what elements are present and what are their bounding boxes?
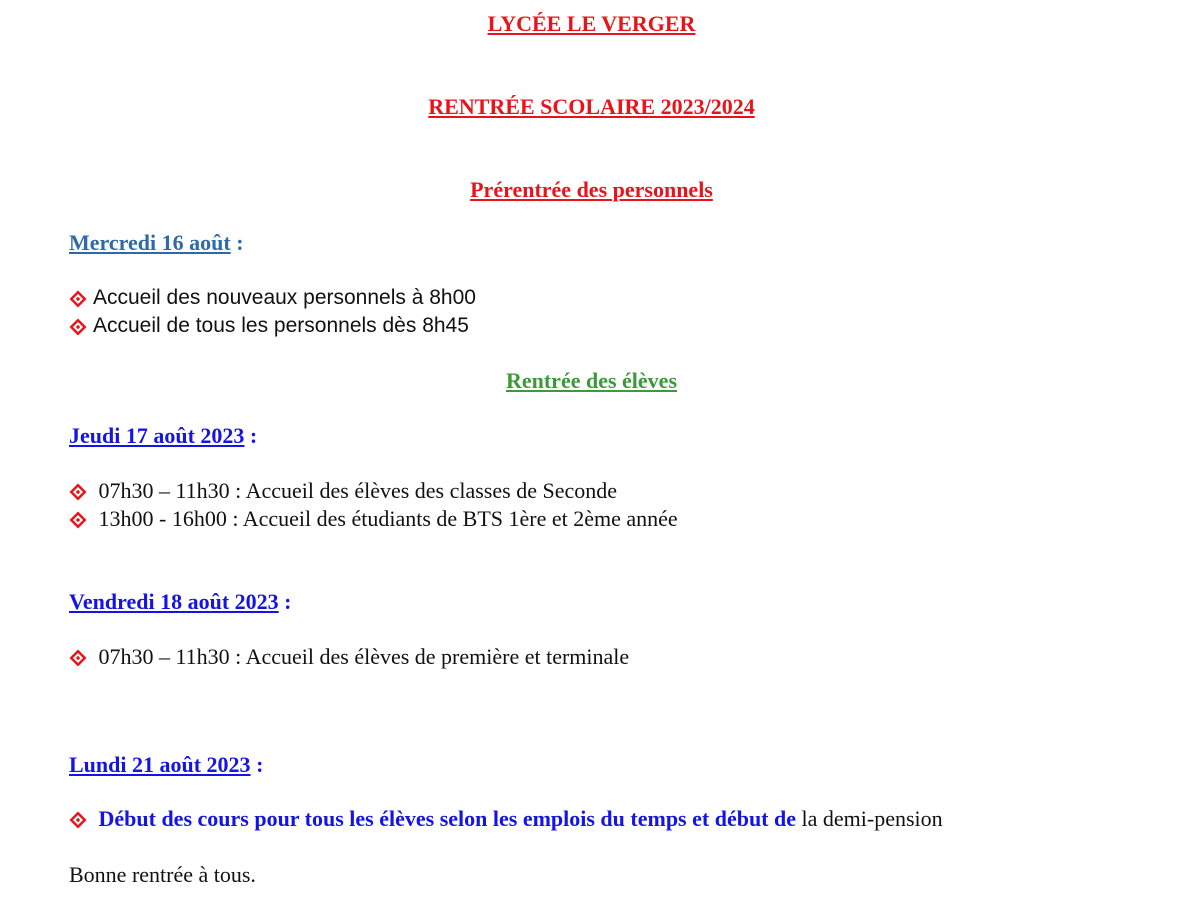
staff-item-text: Accueil des nouveaux personnels à 8h00 [93, 286, 476, 309]
school-name: LYCÉE LE VERGER [487, 11, 696, 36]
diamond-bullet-icon [69, 505, 93, 533]
schedule-item-text: 07h30 – 11h30 : Accueil des élèves des classes de Seconde [93, 478, 617, 503]
diamond-bullet-icon [69, 643, 93, 671]
staff-day-heading [69, 229, 244, 257]
day-label: Vendredi 18 août 2023 [69, 589, 279, 614]
list-item [69, 805, 943, 833]
staff-section-title: Prérentrée des personnels [470, 177, 713, 202]
schedule-item-text: 07h30 – 11h30 : Accueil des élèves de première et terminale [93, 644, 630, 669]
day-suffix: : [244, 423, 258, 448]
day-heading-jeudi [69, 422, 257, 450]
list-item [69, 312, 469, 340]
day-heading-lundi [69, 751, 263, 779]
diamond-bullet-icon [69, 284, 93, 312]
day-label: Lundi 21 août 2023 [69, 752, 251, 777]
highlight-text: Début des cours pour tous les élèves selon les emplois du temps et début de [93, 806, 797, 831]
day-suffix: : [278, 589, 292, 614]
staff-day-label: Mercredi 16 août [69, 230, 231, 255]
day-label: Jeudi 17 août 2023 [69, 423, 245, 448]
closing-text: Bonne rentrée à tous. [69, 862, 256, 887]
schedule-item-text: 13h00 - 16h00 : Accueil des étudiants de BTS 1ère et 2ème année [93, 506, 678, 531]
students-section-title: Rentrée des élèves [505, 368, 678, 393]
list-item [69, 284, 476, 312]
diamond-bullet-icon [69, 312, 93, 340]
list-item [69, 477, 617, 505]
staff-item-text: Accueil de tous les personnels dès 8h45 [93, 314, 469, 337]
day-suffix: : [250, 752, 264, 777]
diamond-bullet-icon [69, 805, 93, 833]
schedule-rest-text: la demi-pension [796, 806, 943, 831]
list-item [69, 505, 678, 533]
school-year-title: RENTRÉE SCOLAIRE 2023/2024 [428, 94, 755, 119]
day-heading-vendredi [69, 588, 291, 616]
staff-day-suffix: : [230, 230, 244, 255]
list-item [69, 643, 629, 671]
diamond-bullet-icon [69, 477, 93, 505]
